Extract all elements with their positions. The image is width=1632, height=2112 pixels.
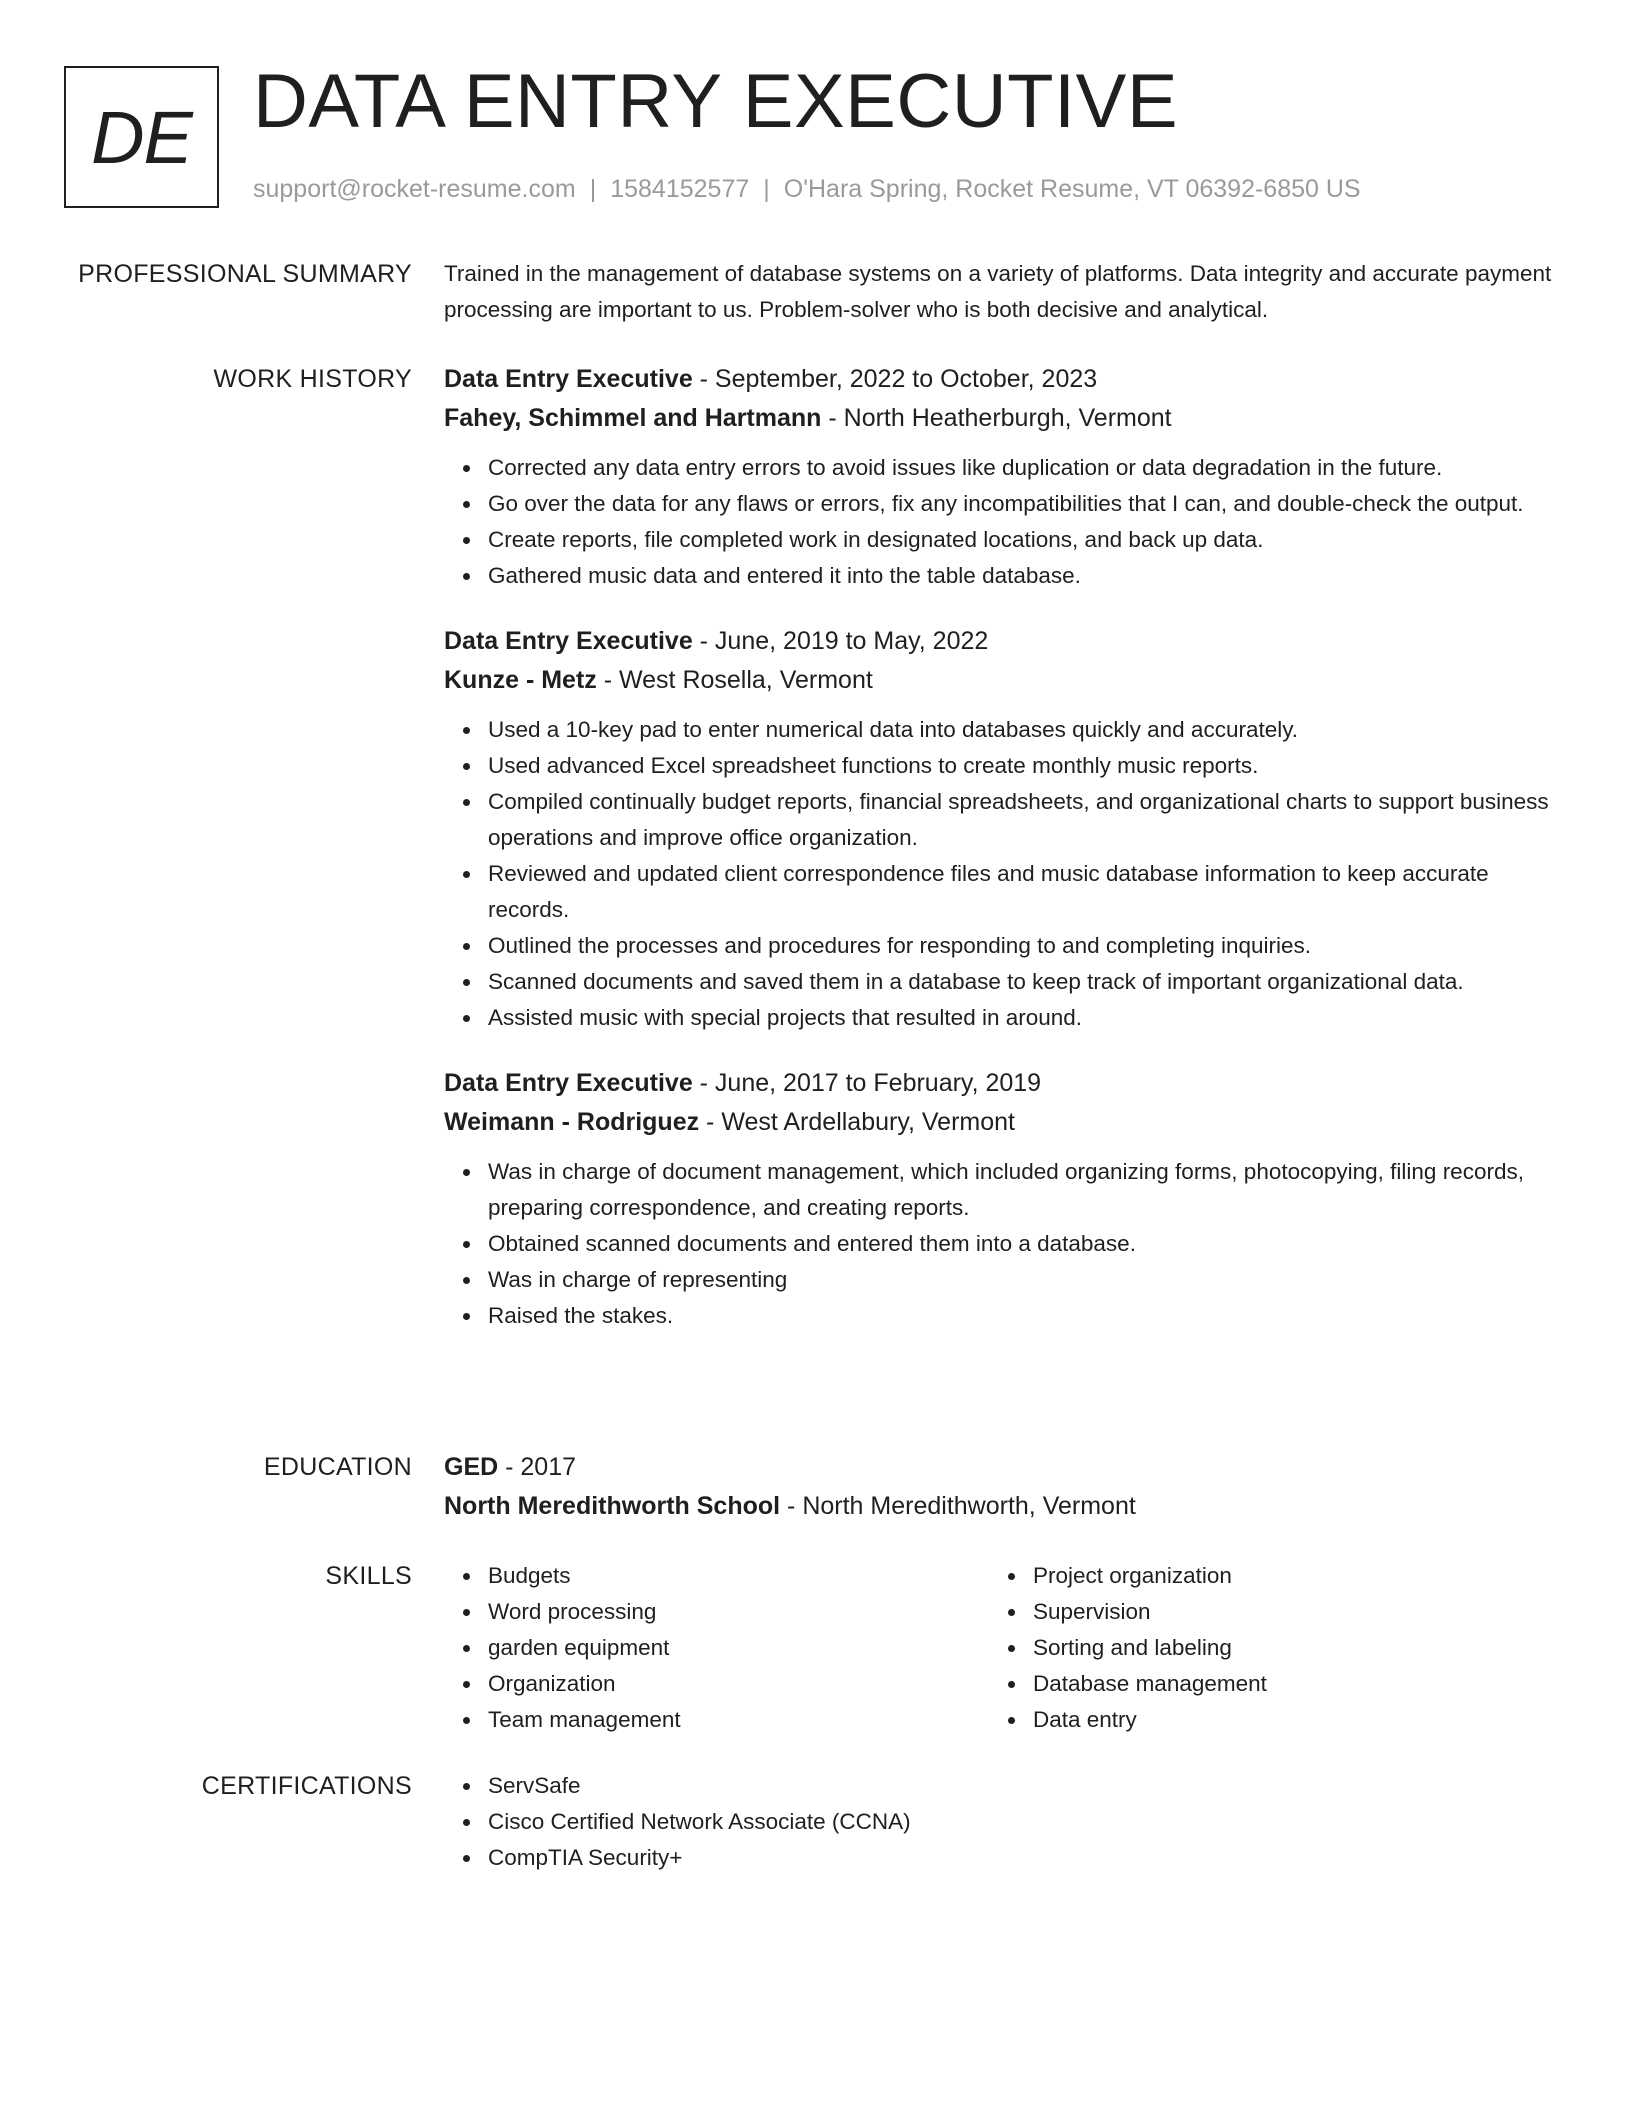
job-title-line (444, 622, 1560, 661)
job-bullet: Reviewed and updated client correspondence files and music database information to keep accurate records. (488, 856, 1560, 928)
skill-item: Word processing (488, 1594, 989, 1630)
skills-column-left (444, 1558, 989, 1738)
certification-item: ServSafe (488, 1768, 1560, 1804)
job-bullet: Scanned documents and saved them in a database to keep track of important organizational data. (488, 964, 1560, 1000)
job-location: - North Heatherburgh, Vermont (821, 404, 1172, 432)
job-bullet: Was in charge of representing (488, 1262, 1560, 1298)
job-bullet: Outlined the processes and procedures for responding to and completing inquiries. (488, 928, 1560, 964)
job-title: Data Entry Executive (444, 1069, 693, 1097)
certifications-content (444, 1768, 1560, 1876)
job-location: - West Rosella, Vermont (596, 666, 873, 694)
certifications-list (444, 1768, 1560, 1876)
job-bullet: Go over the data for any flaws or errors, fix any incompatibilities that I can, and double-check the output. (488, 486, 1560, 522)
job-dates: - September, 2022 to October, 2023 (692, 365, 1098, 393)
summary-content (444, 256, 1560, 328)
contact-email[interactable]: support@rocket-resume.com (253, 175, 576, 203)
certifications-label: CERTIFICATIONS (201, 1772, 412, 1800)
contact-separator: | (763, 175, 770, 203)
certification-item: Cisco Certified Network Associate (CCNA) (488, 1804, 1560, 1840)
job-company-line (444, 399, 1560, 438)
skill-item: Database management (1033, 1666, 1534, 1702)
skill-item: Supervision (1033, 1594, 1534, 1630)
job-bullet: Used advanced Excel spreadsheet functions to create monthly music reports. (488, 748, 1560, 784)
job-bullets (444, 1154, 1560, 1334)
education-year: - 2017 (498, 1453, 577, 1481)
education-location: - North Meredithworth, Vermont (780, 1492, 1136, 1520)
skill-item: garden equipment (488, 1630, 989, 1666)
job-entry (444, 360, 1560, 594)
resume-name: DATA ENTRY EXECUTIVE (253, 59, 1179, 144)
contact-line (253, 174, 1361, 204)
summary-text: Trained in the management of database systems on a variety of platforms. Data integrity and accurate payment processing are important to us. Problem-solver who is both decisive and analytical. (444, 261, 1552, 322)
skills-list (444, 1558, 989, 1738)
skill-item: Project organization (1033, 1558, 1534, 1594)
job-company: Kunze - Metz (444, 666, 597, 694)
job-bullets (444, 450, 1560, 594)
job-bullet: Gathered music data and entered it into the table database. (488, 558, 1560, 594)
skill-item: Data entry (1033, 1702, 1534, 1738)
job-title: Data Entry Executive (444, 365, 693, 393)
job-company-line (444, 1103, 1560, 1142)
job-title: Data Entry Executive (444, 627, 693, 655)
education-school: North Meredithworth School (444, 1492, 781, 1520)
job-title-line (444, 1064, 1560, 1103)
skills-content (444, 1558, 1560, 1738)
skills-label: SKILLS (325, 1562, 412, 1590)
job-bullet: Used a 10-key pad to enter numerical data into databases quickly and accurately. (488, 712, 1560, 748)
monogram-badge: DE (64, 66, 219, 208)
job-dates: - June, 2017 to February, 2019 (692, 1069, 1042, 1097)
job-bullet: Assisted music with special projects that resulted in around. (488, 1000, 1560, 1036)
job-entry (444, 622, 1560, 1036)
job-bullet: Create reports, file completed work in designated locations, and back up data. (488, 522, 1560, 558)
skill-item: Organization (488, 1666, 989, 1702)
education-label: EDUCATION (263, 1453, 412, 1481)
job-title-line (444, 360, 1560, 399)
work-history-label: WORK HISTORY (213, 365, 412, 393)
job-company: Fahey, Schimmel and Hartmann (444, 404, 822, 432)
job-dates: - June, 2019 to May, 2022 (692, 627, 989, 655)
job-bullets (444, 712, 1560, 1036)
skill-item: Team management (488, 1702, 989, 1738)
skill-item: Budgets (488, 1558, 989, 1594)
contact-address: O'Hara Spring, Rocket Resume, VT 06392-6850 US (783, 175, 1361, 203)
job-bullet: Compiled continually budget reports, financial spreadsheets, and organizational charts to support business operations and improve office organization. (488, 784, 1560, 856)
job-entry (444, 1064, 1560, 1334)
job-bullet: Obtained scanned documents and entered them into a database. (488, 1226, 1560, 1262)
work-history-content (444, 360, 1560, 1362)
education-school-line (444, 1487, 1560, 1526)
job-bullet: Was in charge of document management, which included organizing forms, photocopying, filing records, preparing correspondence, and creating reports. (488, 1154, 1560, 1226)
job-company: Weimann - Rodriguez (444, 1108, 700, 1136)
skill-item: Sorting and labeling (1033, 1630, 1534, 1666)
job-company-line (444, 661, 1560, 700)
education-degree-line (444, 1448, 1560, 1487)
education-degree: GED (444, 1453, 499, 1481)
skills-column-right (989, 1558, 1534, 1738)
contact-separator: | (589, 175, 597, 203)
job-bullet: Raised the stakes. (488, 1298, 1560, 1334)
job-location: - West Ardellabury, Vermont (699, 1108, 1015, 1136)
certification-item: CompTIA Security+ (488, 1840, 1560, 1876)
education-content (444, 1448, 1560, 1526)
skills-list (989, 1558, 1534, 1738)
job-bullet: Corrected any data entry errors to avoid issues like duplication or data degradation in the future. (488, 450, 1560, 486)
summary-label: PROFESSIONAL SUMMARY (78, 260, 412, 288)
contact-phone[interactable]: 1584152577 (610, 175, 750, 203)
